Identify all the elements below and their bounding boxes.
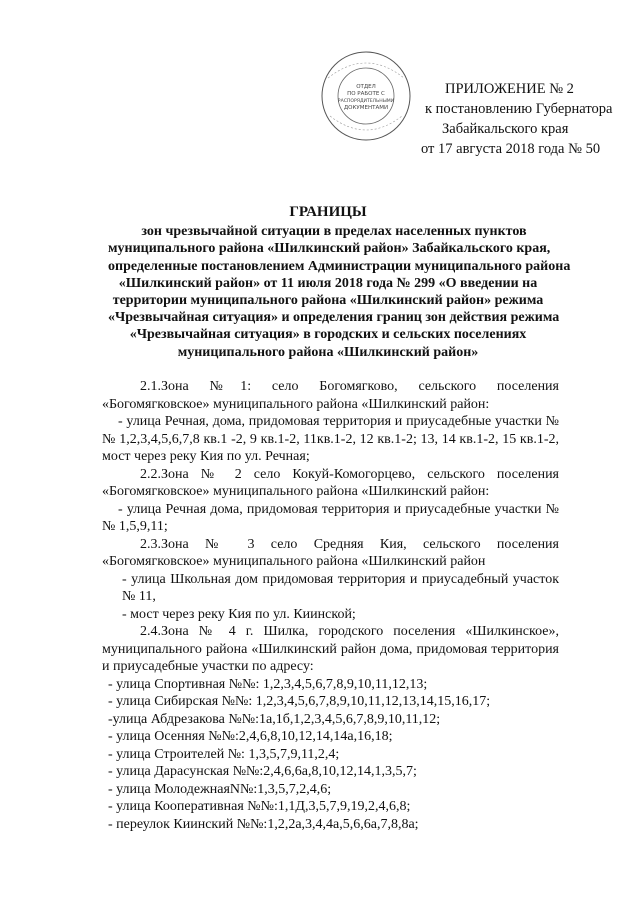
stamp-line-2: ПО РАБОТЕ С xyxy=(347,91,385,97)
zone-2-item: - улица Речная дома, придомовая территория и приусадебные участки №№ 1,5,9,11; xyxy=(102,501,559,534)
zone-1-title: 2.1.Зона №1: село Богомягково, сельского поселения «Богомягковское» муниципального района «Шилкинский район: xyxy=(102,379,559,412)
title-line: «Чрезвычайная ситуация» в городских и сельских поселениях xyxy=(129,327,527,343)
title-heading: ГРАНИЦЫ xyxy=(289,204,367,220)
zone-3-title: 2.3.Зона № 3 село Средняя Кия, сельского поселения «Богомягковское» муниципального района «Шилкинский район xyxy=(102,536,559,569)
zone-3-item-2: - мост через реку Кия по ул. Киинской; xyxy=(122,606,356,622)
list-item: - улица Строителей №: 1,3,5,7,9,11,2,4; xyxy=(108,746,340,762)
title-line: муниципального района «Шилкинский район» Забайкальского края, xyxy=(108,241,551,257)
zone-1-item: - улица Речная, дома, придомовая территория и приусадебные участки №№ 1,2,3,4,5,6,7,8 кв.1 -2, 9 кв.1-2, 11кв.1-2, 12 кв.1-2; 13, 14 кв.1-2, 15 кв.1-2, мост через реку Кия по ул. Речная; xyxy=(102,414,559,464)
title-line: «Шилкинский район» от 11 июля 2018 года № 299 «О введении на xyxy=(118,275,538,291)
appendix-number: ПРИЛОЖЕНИЕ № 2 xyxy=(445,81,574,97)
list-item: - улица МолодежнаяN№:1,3,5,7,2,4,6; xyxy=(108,781,332,797)
title-line: «Чрезвычайная ситуация» и определения границ зон действия режима xyxy=(108,310,560,326)
appendix-header xyxy=(419,79,629,159)
list-item: - улица Осенняя №№:2,4,6,8,10,12,14,14а,16,18; xyxy=(108,729,393,744)
appendix-date: от 17 августа 2018 года № 50 xyxy=(421,141,601,157)
zone-4-title: 2.4.Зона № 4 г. Шилка, городского поселения «Шилкинское», муниципального района «Шилкинский район дома, придомовая территория и приусадебные участки по адресу: xyxy=(102,624,559,674)
title-line: зон чрезвычайной ситуации в пределах населенных пунктов xyxy=(141,224,527,240)
appendix-resolution: к постановлению Губернатора xyxy=(425,101,613,117)
zone-2-title: 2.2.Зона № 2 село Кокуй-Комогорцево, сельского поселения «Богомягковское» муниципального района «Шилкинский район: xyxy=(102,466,559,499)
stamp-line-4: ДОКУМЕНТАМИ xyxy=(343,105,389,111)
list-item: -улица Абдрезакова №№:1а,1б,1,2,3,4,5,6,7,8,9,10,11,12; xyxy=(108,711,441,727)
title-line: территории муниципального района «Шилкинский район» режима xyxy=(112,293,544,309)
list-item: - переулок Киинский №№:1,2,2а,3,4,4а,5,6,6а,7,8,8а; xyxy=(108,816,419,832)
list-item: - улица Дарасунская №№:2,4,6,6а,8,10,12,14,1,3,5,7; xyxy=(108,764,417,779)
list-item: - улица Спортивная №№: 1,2,3,4,5,6,7,8,9,10,11,12,13; xyxy=(108,676,428,692)
zone-4-street-list xyxy=(102,676,559,834)
official-stamp xyxy=(318,48,414,144)
stamp-line-3: РАСПОРЯДИТЕЛЬНЫМИ xyxy=(337,99,395,104)
document-body xyxy=(102,378,559,833)
title-line: определенные постановлением Администрации муниципального района xyxy=(108,258,571,274)
list-item: - улица Сибирская №№: 1,2,3,4,5,6,7,8,9,10,11,12,13,14,15,16,17; xyxy=(108,694,491,709)
appendix-region: Забайкальского края xyxy=(442,121,569,137)
stamp-seal-icon xyxy=(318,48,414,144)
stamp-line-1: ОТДЕЛ xyxy=(356,84,376,90)
zone-3-item-1: - улица Школьная дом придомовая территория и приусадебный участок № 11, xyxy=(122,571,559,604)
list-item: - улица Кооперативная №№:1,1Д,3,5,7,9,19,2,4,6,8; xyxy=(108,799,411,814)
document-title xyxy=(108,204,571,361)
title-line: муниципального района «Шилкинский район» xyxy=(177,344,479,360)
